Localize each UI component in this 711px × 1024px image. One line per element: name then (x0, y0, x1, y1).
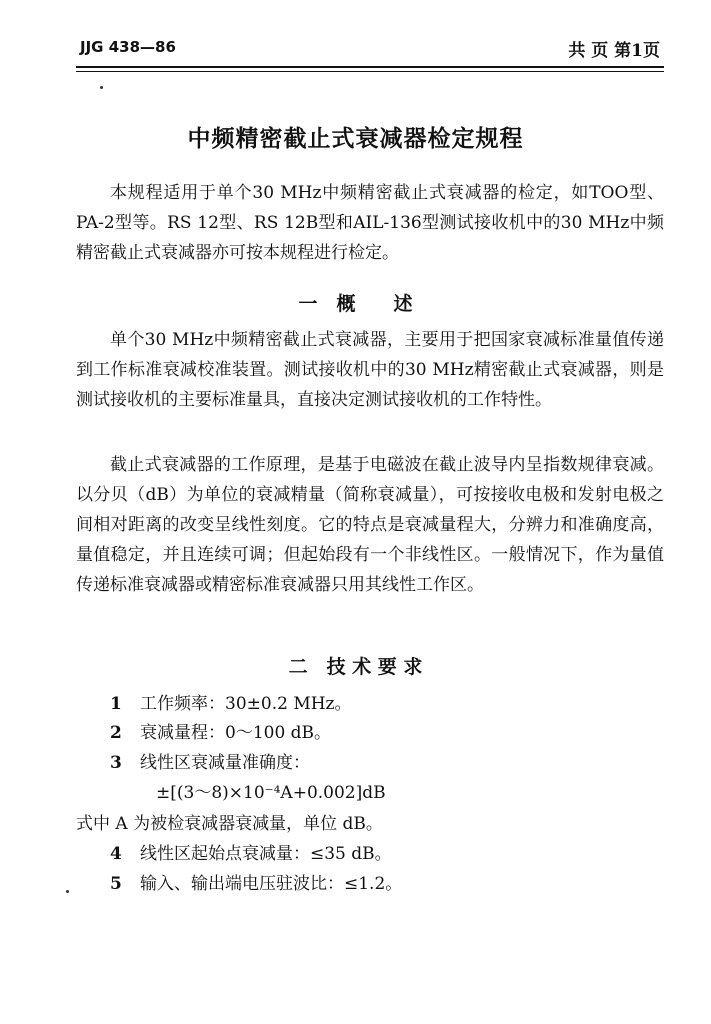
item-text: 衰减量程：0～100 dB。 (140, 723, 332, 743)
item-number: 3 (110, 753, 122, 773)
intro-paragraph: 本规程适用于单个30 MHz中频精密截止式衰减器的检定，如TOO型、PA-2型等。RS 12型、RS 12B型和AIL-136型测试接收机中的30 MHz中频精密截止式衰减器亦可按本规程进行检定。 (76, 183, 664, 263)
requirement-item-4 (110, 842, 392, 866)
requirement-item-1 (110, 692, 352, 716)
section-heading-overview: 一 概 述 (298, 293, 413, 315)
item-text: 线性区衰减量准确度： (140, 753, 310, 773)
section-heading-requirements: 二 技 术 要 求 (288, 656, 423, 678)
item-number: 2 (110, 723, 122, 743)
item-number: 5 (110, 874, 122, 894)
header-rule-thin (76, 71, 664, 72)
scan-speck (66, 890, 69, 893)
accuracy-formula (156, 781, 386, 805)
item-number: 1 (110, 694, 122, 714)
requirement-item-5 (110, 872, 402, 896)
overview-paragraph-2: 截止式衰减器的工作原理，是基于电磁波在截止波导内呈指数规律衰减。以分贝（dB）为单位的衰减精量（简称衰减量），可按接收电极和发射电极之间相对距离的改变呈线性刻度。它的特点是衰减量程大，分辨力和准确度高，量值稳定，并且连续可调；但起始段有一个非线性区。一般情况下，作为量值传递标准衰减器或精密标准衰减器只用其线性工作区。 (76, 455, 664, 595)
item-text: 工作频率：30±0.2 MHz。 (140, 694, 352, 714)
overview-paragraph-1: 单个30 MHz中频精密截止式衰减器，主要用于把国家衰减标准量值传递到工作标准衰减校准装置。测试接收机中的30 MHz精密截止式衰减器，则是测试接收机的主要标准量具，直接决定测试接收机的工作特性。 (76, 330, 664, 410)
explanation-text: 式中 A 为被检衰减器衰减量，单位 dB。 (76, 814, 383, 834)
page-counter: 共 页 第1页 (568, 41, 660, 61)
item-text: 输入、输出端电压驻波比：≤1.2。 (140, 874, 403, 894)
page-header (80, 34, 660, 64)
requirement-item-2 (110, 721, 331, 745)
standard-code: JJG 438—86 (80, 38, 176, 56)
document-title: 中频精密截止式衰减器检定规程 (187, 125, 524, 152)
scan-speck (100, 86, 103, 89)
header-rule-thick (76, 66, 664, 68)
formula-text: ±[(3～8)×10⁻⁴A+0.002]dB (156, 783, 386, 803)
item-text: 线性区起始点衰减量：≤35 dB。 (140, 844, 392, 864)
item-number: 4 (110, 844, 122, 864)
formula-explanation (76, 812, 383, 836)
requirement-item-3 (110, 751, 310, 775)
